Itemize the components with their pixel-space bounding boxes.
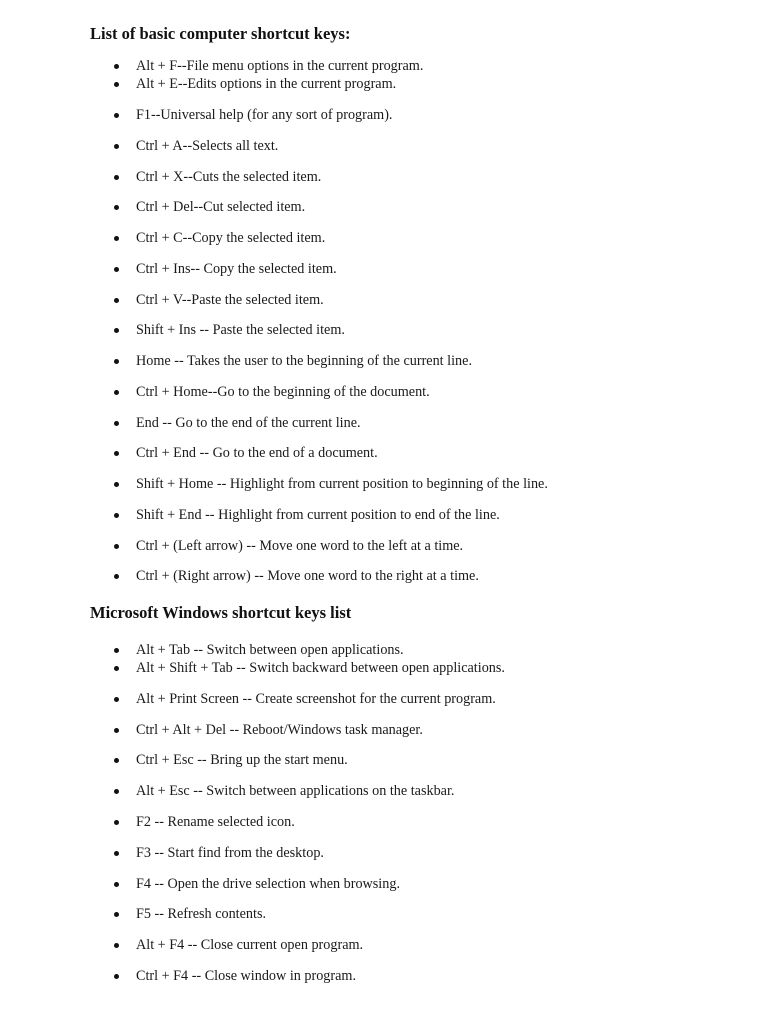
shortcut-text: Alt + E--Edits options in the current program. <box>136 76 397 92</box>
shortcut-text: Ctrl + F4 -- Close window in program. <box>136 968 357 984</box>
shortcut-text: Ctrl + A--Selects all text. <box>136 138 279 154</box>
shortcut-text: Ctrl + Ins-- Copy the selected item. <box>136 261 337 277</box>
bullet-icon <box>114 267 119 272</box>
shortcut-text: F5 -- Refresh contents. <box>136 906 267 922</box>
bullet-icon <box>114 113 119 118</box>
shortcut-text: Alt + F4 -- Close current open program. <box>136 937 364 953</box>
bullet-icon <box>114 697 119 702</box>
shortcut-text: F1--Universal help (for any sort of program). <box>136 107 393 123</box>
shortcut-text: Shift + End -- Highlight from current position to end of the line. <box>136 507 500 523</box>
shortcut-text: Home -- Takes the user to the beginning of the current line. <box>136 353 472 369</box>
shortcut-text: F4 -- Open the drive selection when browsing. <box>136 876 400 892</box>
bullet-icon <box>114 943 119 948</box>
bullet-icon <box>114 451 119 456</box>
shortcut-text: Alt + Print Screen -- Create screenshot for the current program. <box>136 691 496 707</box>
shortcut-text: F3 -- Start find from the desktop. <box>136 845 324 861</box>
section-heading-basic-shortcuts: List of basic computer shortcut keys: <box>90 24 351 43</box>
shortcut-text: Ctrl + X--Cuts the selected item. <box>136 169 322 185</box>
bullet-icon <box>114 820 119 825</box>
shortcut-text: Shift + Home -- Highlight from current position to beginning of the line. <box>136 476 548 492</box>
shortcut-text: Alt + Esc -- Switch between applications on the taskbar. <box>136 783 455 799</box>
bullet-icon <box>114 789 119 794</box>
bullet-icon <box>114 359 119 364</box>
bullet-icon <box>114 882 119 887</box>
shortcut-text: Alt + F--File menu options in the current program. <box>136 58 424 74</box>
shortcut-text: Ctrl + Alt + Del -- Reboot/Windows task manager. <box>136 722 423 738</box>
shortcut-text: End -- Go to the end of the current line. <box>136 415 361 431</box>
bullet-icon <box>114 851 119 856</box>
bullet-icon <box>114 544 119 549</box>
bullet-icon <box>114 728 119 733</box>
bullet-icon <box>114 82 119 87</box>
bullet-icon <box>114 574 119 579</box>
bullet-icon <box>114 144 119 149</box>
shortcut-text: F2 -- Rename selected icon. <box>136 814 295 830</box>
shortcut-text: Ctrl + Esc -- Bring up the start menu. <box>136 752 348 768</box>
shortcut-text: Ctrl + End -- Go to the end of a document. <box>136 445 378 461</box>
shortcut-text: Alt + Tab -- Switch between open applications. <box>136 642 404 658</box>
bullet-icon <box>114 513 119 518</box>
shortcut-text: Ctrl + C--Copy the selected item. <box>136 230 326 246</box>
bullet-icon <box>114 298 119 303</box>
shortcut-text: Ctrl + Del--Cut selected item. <box>136 199 306 215</box>
section-heading-windows-shortcuts: Microsoft Windows shortcut keys list <box>90 603 352 622</box>
bullet-icon <box>114 421 119 426</box>
bullet-icon <box>114 912 119 917</box>
shortcut-text: Shift + Ins -- Paste the selected item. <box>136 322 345 338</box>
shortcut-text: Ctrl + (Right arrow) -- Move one word to the right at a time. <box>136 568 479 584</box>
shortcut-text: Ctrl + (Left arrow) -- Move one word to the left at a time. <box>136 538 464 554</box>
bullet-icon <box>114 328 119 333</box>
bullet-icon <box>114 205 119 210</box>
bullet-icon <box>114 175 119 180</box>
shortcut-text: Ctrl + Home--Go to the beginning of the document. <box>136 384 430 400</box>
bullet-icon <box>114 482 119 487</box>
bullet-icon <box>114 758 119 763</box>
bullet-icon <box>114 666 119 671</box>
shortcut-text: Ctrl + V--Paste the selected item. <box>136 292 324 308</box>
bullet-icon <box>114 390 119 395</box>
bullet-icon <box>114 64 119 69</box>
bullet-icon <box>114 974 119 979</box>
shortcut-text: Alt + Shift + Tab -- Switch backward between open applications. <box>136 660 505 676</box>
bullet-icon <box>114 236 119 241</box>
bullet-icon <box>114 648 119 653</box>
